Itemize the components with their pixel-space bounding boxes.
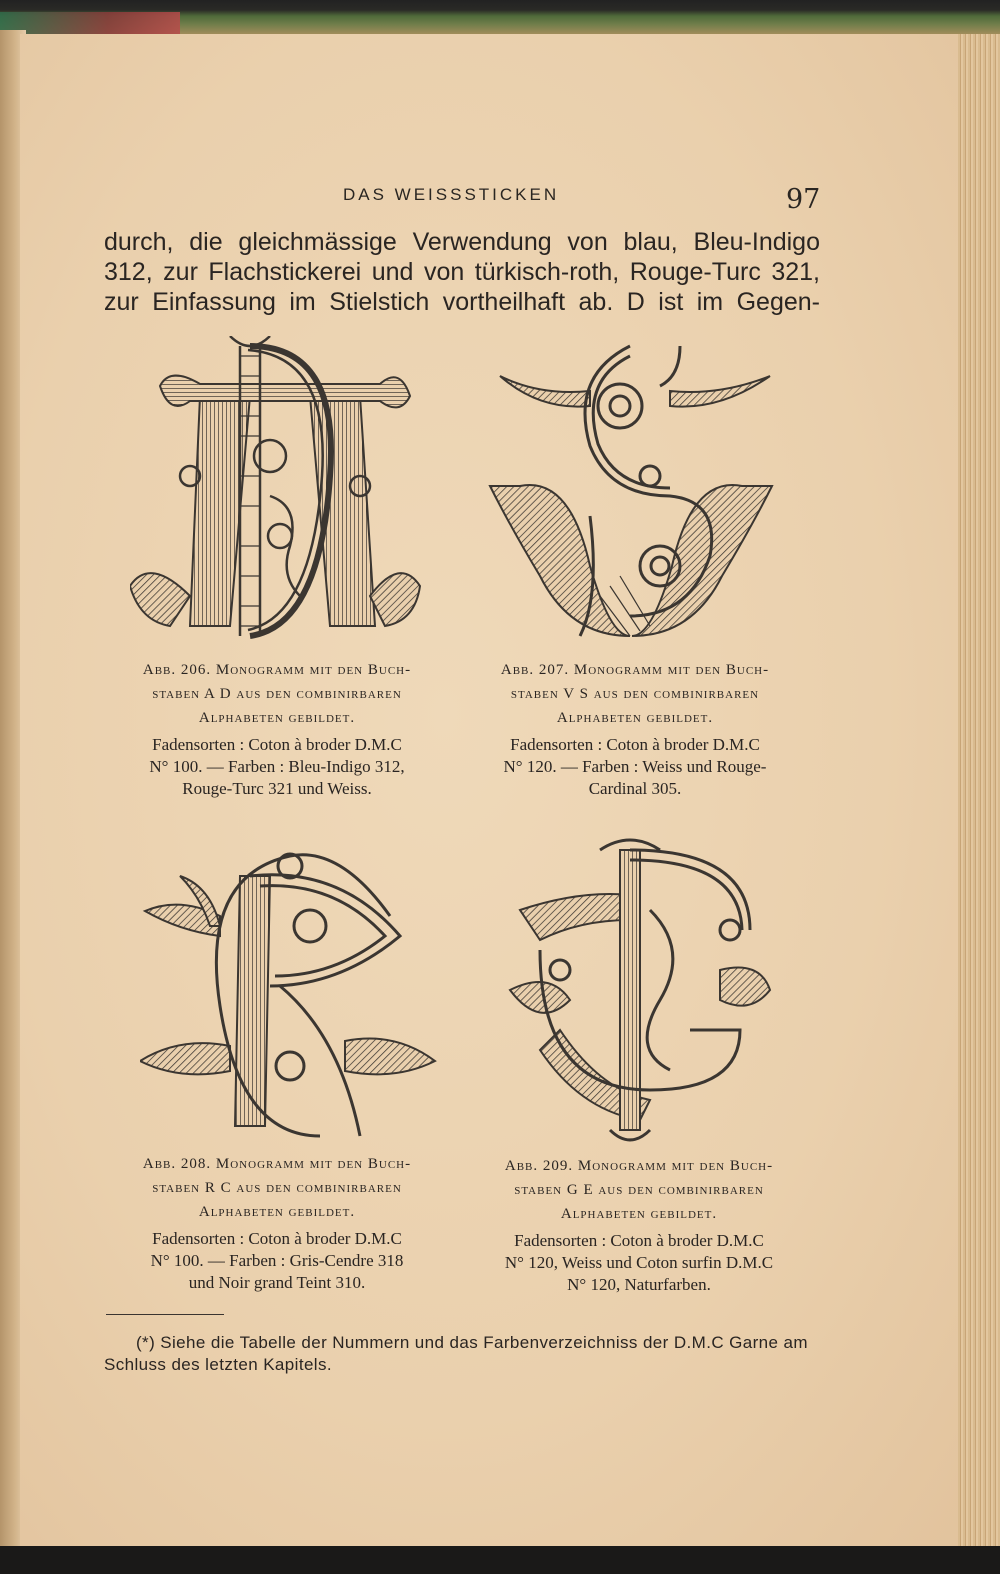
caption-detail-line: Fadensorten : Coton à broder D.M.C <box>514 1231 764 1250</box>
bookmark-ribbon <box>0 12 180 34</box>
body-paragraph <box>104 227 820 317</box>
monogram-r-c-illustration <box>140 836 440 1146</box>
scan-bottom-border <box>0 1546 1000 1574</box>
page-stack-edges <box>958 34 1000 1548</box>
caption-line: Abb. 206. Monogramm mit den Buch- <box>142 662 412 678</box>
caption-line: staben V S aus den combinirbaren <box>510 686 760 702</box>
caption-detail-line: N° 120, Weiss und Coton surfin D.M.C <box>504 1253 774 1272</box>
paragraph-line: zur Einfassung im Stielstich vortheilhaft ab. D ist im Gegen- <box>104 288 820 316</box>
caption-line: staben A D aus den combinirbaren <box>152 686 402 702</box>
page-number: 97 <box>786 184 821 215</box>
caption-line: staben G E aus den combinirbaren <box>514 1182 764 1198</box>
caption-detail-line: Fadensorten : Coton à broder D.M.C <box>152 735 402 754</box>
caption-line: Alphabeten gebildet. <box>560 1206 718 1222</box>
monogram-g-e-illustration <box>500 830 780 1150</box>
caption-detail-line: und Noir grand Teint 310. <box>188 1273 366 1292</box>
paragraph-line: 312, zur Flachstickerei und von türkisch-roth, Rouge-Turc 321, <box>104 258 820 286</box>
figure-caption <box>464 1154 814 1296</box>
caption-line: Alphabeten gebildet. <box>198 710 356 726</box>
footnote-rule <box>106 1314 224 1315</box>
caption-detail-line: Fadensorten : Coton à broder D.M.C <box>510 735 760 754</box>
figure-caption <box>460 658 810 800</box>
figure-caption <box>102 1152 452 1294</box>
caption-line: staben R C aus den combinirbaren <box>152 1180 402 1196</box>
footnote: (*) Siehe die Tabelle der Nummern und das Farbenverzeichniss der D.M.C Garne am Schluss des letzten Kapitels. <box>104 1333 808 1374</box>
caption-detail-line: N° 120, Naturfarben. <box>567 1275 711 1294</box>
figure-caption <box>102 658 452 800</box>
monogram-a-d-illustration <box>130 336 426 648</box>
caption-detail-line: Fadensorten : Coton à broder D.M.C <box>152 1229 402 1248</box>
caption-detail-line: Rouge-Turc 321 und Weiss. <box>182 779 372 798</box>
caption-detail-line: N° 100. — Farben : Bleu-Indigo 312, <box>149 757 405 776</box>
caption-line: Abb. 208. Monogramm mit den Buch- <box>142 1156 412 1172</box>
caption-detail-line: N° 120. — Farben : Weiss und Rouge- <box>503 757 767 776</box>
monogram-v-s-illustration <box>480 336 782 652</box>
caption-detail-line: N° 100. — Farben : Gris-Cendre 318 <box>150 1251 404 1270</box>
caption-line: Alphabeten gebildet. <box>556 710 714 726</box>
caption-line: Abb. 207. Monogramm mit den Buch- <box>500 662 770 678</box>
paragraph-line: durch, die gleichmässige Verwendung von blau, Bleu-Indigo <box>104 228 820 256</box>
caption-line: Abb. 209. Monogramm mit den Buch- <box>504 1158 774 1174</box>
caption-detail-line: Cardinal 305. <box>588 779 682 798</box>
caption-line: Alphabeten gebildet. <box>198 1204 356 1220</box>
running-head: DAS WEISSSTICKEN <box>343 185 560 204</box>
